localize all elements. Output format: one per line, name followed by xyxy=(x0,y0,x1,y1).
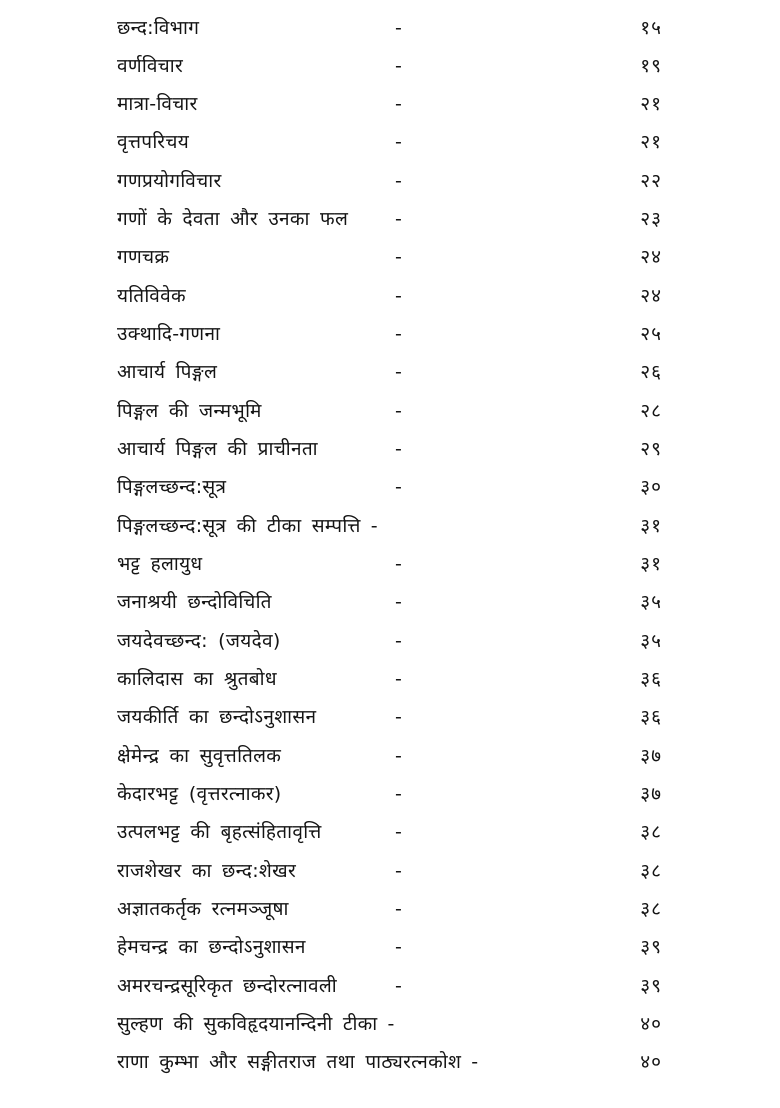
toc-separator: - xyxy=(395,361,402,383)
toc-entry[interactable] xyxy=(117,51,662,81)
toc-separator: - xyxy=(395,975,402,997)
toc-separator: - xyxy=(395,323,402,345)
toc-entry-page: २३ xyxy=(640,208,662,230)
toc-entry-page: १९ xyxy=(640,55,662,77)
toc-entry[interactable] xyxy=(117,1047,662,1077)
toc-entry[interactable] xyxy=(117,817,662,847)
toc-entry[interactable] xyxy=(117,971,662,1001)
toc-entry-page: ३१ xyxy=(640,553,662,575)
toc-entry-title: छन्द:विभाग xyxy=(117,17,200,39)
toc-entry-page: २४ xyxy=(640,246,662,268)
toc-separator: - xyxy=(395,860,402,882)
toc-entry-title: गणप्रयोगविचार xyxy=(117,170,222,192)
toc-entry[interactable] xyxy=(117,357,662,387)
toc-entry-title: वृत्तपरिचय xyxy=(117,131,190,153)
toc-entry[interactable] xyxy=(117,779,662,809)
toc-entry-page: २१ xyxy=(640,131,662,153)
toc-separator: - xyxy=(395,898,402,920)
toc-entry-title: जयकीर्ति का छन्दोऽनुशासन xyxy=(117,706,317,728)
toc-separator: - xyxy=(395,131,402,153)
toc-entry[interactable] xyxy=(117,204,662,234)
toc-entry-page: ४० xyxy=(640,1013,662,1035)
toc-entry-title: क्षेमेन्द्र का सुवृत्ततिलक xyxy=(117,745,282,767)
toc-entry-page: २४ xyxy=(640,285,662,307)
toc-entry[interactable] xyxy=(117,434,662,464)
toc-entry-page: ३५ xyxy=(640,591,662,613)
toc-entry[interactable] xyxy=(117,664,662,694)
toc-entry-title: गणों के देवता और उनका फल xyxy=(117,208,349,230)
toc-entry-page: ३६ xyxy=(640,706,662,728)
toc-entry-title: पिङ्गलच्छन्द:सूत्र xyxy=(117,476,227,498)
toc-entry-title: अज्ञातकर्तृक रत्नमञ्जूषा xyxy=(117,898,289,920)
toc-entry-page: ३७ xyxy=(640,745,662,767)
toc-entry-title: सुल्हण की सुकविहृदयानन्दिनी टीका xyxy=(117,1013,378,1035)
toc-entry-title: गणचक्र xyxy=(117,246,170,268)
toc-entry[interactable] xyxy=(117,242,662,272)
toc-entry-page: ३१ xyxy=(640,515,662,537)
toc-entry-title: भट्ट हलायुध xyxy=(117,553,203,575)
toc-separator: - xyxy=(395,553,402,575)
toc-separator: - xyxy=(395,17,402,39)
toc-entry-page: ४० xyxy=(640,1051,662,1073)
toc-entry-title: उक्थादि-गणना xyxy=(117,323,221,345)
toc-entry-title: यतिविवेक xyxy=(117,285,186,307)
toc-entry-title: जनाश्रयी छन्दोविचिति xyxy=(117,591,272,613)
toc-entry-page: ३८ xyxy=(640,860,662,882)
toc-separator: - xyxy=(395,630,402,652)
toc-separator: - xyxy=(395,170,402,192)
toc-entry[interactable] xyxy=(117,1009,662,1039)
toc-separator: - xyxy=(395,93,402,115)
toc-entry-page: २९ xyxy=(640,438,662,460)
toc-entry[interactable] xyxy=(117,472,662,502)
toc-entry-page: २१ xyxy=(640,93,662,115)
toc-entry[interactable] xyxy=(117,894,662,924)
toc-separator: - xyxy=(395,438,402,460)
toc-separator: - xyxy=(395,285,402,307)
toc-separator: - xyxy=(395,936,402,958)
toc-separator: - xyxy=(395,821,402,843)
toc-entry[interactable] xyxy=(117,281,662,311)
toc-entry[interactable] xyxy=(117,13,662,43)
toc-entry[interactable] xyxy=(117,549,662,579)
toc-entry-page: ३७ xyxy=(640,783,662,805)
toc-entry[interactable] xyxy=(117,626,662,656)
toc-entry[interactable] xyxy=(117,396,662,426)
toc-entry[interactable] xyxy=(117,741,662,771)
toc-entry[interactable] xyxy=(117,319,662,349)
toc-separator: - xyxy=(395,745,402,767)
toc-entry-page: ३९ xyxy=(640,975,662,997)
toc-separator: - xyxy=(395,476,402,498)
toc-entry-page: २८ xyxy=(640,400,662,422)
toc-entry[interactable] xyxy=(117,89,662,119)
toc-separator: - xyxy=(387,1013,395,1035)
toc-entry-title: कालिदास का श्रुतबोध xyxy=(117,668,277,690)
toc-entry-title: राणा कुम्भा और सङ्गीतराज तथा पाठ्यरत्नकोश xyxy=(117,1051,462,1073)
toc-entry-page: ३५ xyxy=(640,630,662,652)
toc-entry-title: आचार्य पिङ्गल xyxy=(117,361,218,383)
toc-separator: - xyxy=(395,400,402,422)
toc-entry-page: ३६ xyxy=(640,668,662,690)
toc-entry-page: २६ xyxy=(640,361,662,383)
toc-entry-title: पिङ्गलच्छन्द:सूत्र की टीका सम्पत्ति xyxy=(117,515,361,537)
toc-entry-title: जयदेवच्छन्द: (जयदेव) xyxy=(117,630,281,652)
toc-entry-title: उत्पलभट्ट की बृहत्संहितावृत्ति xyxy=(117,821,322,843)
toc-entry-title: राजशेखर का छन्द:शेखर xyxy=(117,860,297,882)
toc-entry-page: ३९ xyxy=(640,936,662,958)
toc-separator: - xyxy=(395,208,402,230)
toc-entry-title: आचार्य पिङ्गल की प्राचीनता xyxy=(117,438,318,460)
toc-separator: - xyxy=(395,591,402,613)
toc-entry[interactable] xyxy=(117,511,662,541)
toc-separator: - xyxy=(395,55,402,77)
toc-separator: - xyxy=(471,1051,479,1073)
toc-entry-page: १५ xyxy=(640,17,662,39)
toc-entry-page: २२ xyxy=(640,170,662,192)
toc-entry[interactable] xyxy=(117,856,662,886)
toc-entry-page: ३० xyxy=(640,476,662,498)
toc-separator: - xyxy=(395,783,402,805)
toc-entry[interactable] xyxy=(117,127,662,157)
toc-entry-title: वर्णविचार xyxy=(117,55,184,77)
toc-separator: - xyxy=(395,706,402,728)
toc-entry-page: ३८ xyxy=(640,898,662,920)
toc-separator: - xyxy=(370,515,378,537)
toc-separator: - xyxy=(395,246,402,268)
toc-entry-page: २५ xyxy=(640,323,662,345)
toc-entry-page: ३८ xyxy=(640,821,662,843)
toc-entry-title: केदारभट्ट (वृत्तरत्नाकर) xyxy=(117,783,282,805)
toc-entry-title: पिङ्गल की जन्मभूमि xyxy=(117,400,262,422)
toc-entry[interactable] xyxy=(117,166,662,196)
toc-entry[interactable] xyxy=(117,702,662,732)
toc-entry-title: अमरचन्द्रसूरिकृत छन्दोरत्नावली xyxy=(117,975,338,997)
toc-entry[interactable] xyxy=(117,587,662,617)
toc-separator: - xyxy=(395,668,402,690)
toc-entry[interactable] xyxy=(117,932,662,962)
toc-entry-title: मात्रा-विचार xyxy=(117,93,198,115)
toc-entry-title: हेमचन्द्र का छन्दोऽनुशासन xyxy=(117,936,306,958)
